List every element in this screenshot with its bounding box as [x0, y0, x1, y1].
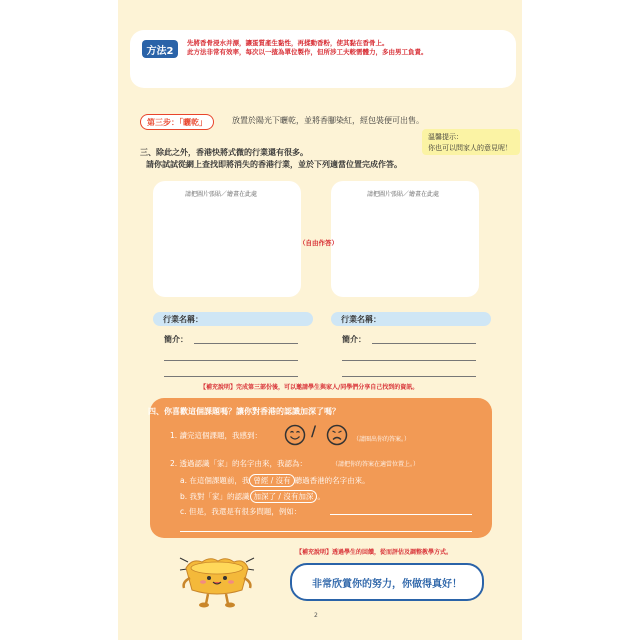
method-description: [187, 39, 507, 57]
write-line[interactable]: [342, 376, 476, 377]
q4-item-2a-suffix: 聽過香港的名字由來。: [294, 476, 370, 485]
image-box-left[interactable]: [153, 181, 301, 297]
q4-item-1-note: （請圈出你的答案。）: [353, 436, 411, 443]
question-3-instruction: 請你試試從網上查找即將消失的香港行業，並於下列適當位置完成作答。: [146, 160, 402, 169]
q4-item-1: 1. 讀完這個課題，我感到：: [170, 431, 263, 440]
hint-title: 溫馨提示：: [428, 133, 463, 141]
worksheet-page: [118, 0, 522, 640]
supplementary-note-2: 【補充說明】透過學生的回饋，從而評估及調整教學方式。: [296, 549, 453, 556]
sad-face-icon[interactable]: [326, 424, 348, 446]
intro-label-left: 簡介：: [164, 335, 188, 344]
method-line-2: 此方法非常有效率，每次以一揸為單位製作，但所涉工夫較需體力，多由男工負責。: [187, 48, 428, 56]
q4-item-2-note: （請把你的答案在適當位置上。）: [332, 461, 420, 468]
step3-label: 第三步：「曬乾」: [140, 114, 214, 130]
write-line[interactable]: [180, 531, 472, 532]
q4-item-2: 2. 透過認識「家」的名字由來，我認為：: [170, 459, 308, 468]
page-number: 2: [314, 612, 318, 619]
method-box: [130, 30, 516, 88]
q4-item-2c: c. 但是，我還是有很多問題，例如：: [180, 507, 302, 516]
supplementary-note-1: 【補充說明】完成第三部份後，可以邀請學生與家人/同學們分享自己找到的資訊。: [200, 384, 419, 391]
intro-label-right: 簡介：: [342, 335, 366, 344]
hint-text: 你也可以問家人的意見呢！: [428, 144, 512, 152]
praise-speech-bubble: 非常欣賞你的努力，你做得真好！: [290, 563, 484, 601]
question-4-title: 四、你喜歡這個課題嗎？讓你對香港的認識加深了嗎？: [148, 407, 340, 416]
image-box-right[interactable]: [331, 181, 479, 297]
write-line[interactable]: [342, 360, 476, 361]
choice-pill-heard[interactable]: 曾經 / 沒有: [249, 474, 294, 487]
image-box-caption: 請把圖片張貼／繪畫在此處: [185, 191, 258, 198]
q4-item-2b-suffix: 。: [317, 492, 325, 501]
q4-item-2b-prefix: b. 我對「家」的認識: [180, 492, 250, 501]
write-line[interactable]: [330, 514, 472, 515]
write-line[interactable]: [164, 376, 298, 377]
q4-item-2a-prefix: a. 在這個課題前，我: [180, 476, 250, 485]
step3-text: 放置於陽光下曬乾，並將香腳染紅，經包裝便可出售。: [232, 116, 424, 125]
write-line[interactable]: [194, 343, 298, 344]
q4-item-2b: [180, 490, 325, 503]
happy-face-icon[interactable]: [284, 424, 306, 446]
q4-item-2a: [180, 474, 370, 487]
industry-name-field-left[interactable]: 行業名稱：: [153, 312, 313, 326]
write-line[interactable]: [164, 360, 298, 361]
free-answer-label: （自由作答）: [299, 239, 338, 247]
method-line-1: 先將香骨浸水并漂，讓蛋質產生黏性，再揉動香粉，使其黏在香骨上。: [187, 39, 389, 47]
choice-slash: /: [311, 424, 317, 440]
industry-name-field-right[interactable]: 行業名稱：: [331, 312, 491, 326]
egg-tart-mascot-icon: [170, 548, 262, 612]
question-3-title: 三、除此之外，香港快將式微的行業還有很多。: [140, 148, 308, 157]
image-box-caption: 請把圖片張貼／繪畫在此處: [367, 191, 440, 198]
method-badge: 方法2: [142, 40, 178, 58]
write-line[interactable]: [372, 343, 476, 344]
choice-pill-deepened[interactable]: 加深了 / 沒有加深: [250, 490, 318, 503]
